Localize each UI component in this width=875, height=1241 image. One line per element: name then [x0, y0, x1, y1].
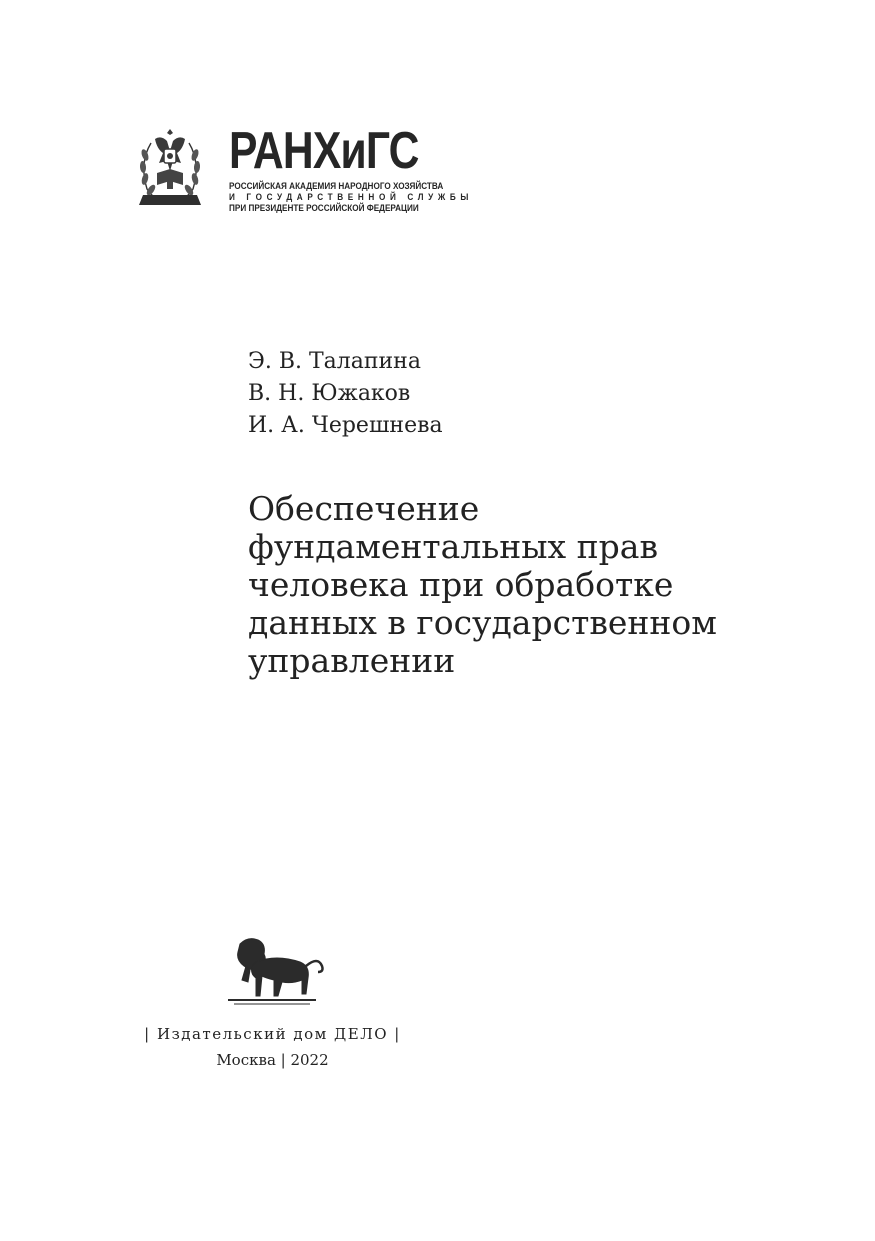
author-name: И. А. Черешнева: [248, 413, 443, 438]
title-line: данных в государственном: [248, 603, 717, 642]
title-line: фундаментальных прав: [248, 527, 659, 566]
author-name: В. Н. Южаков: [248, 381, 411, 406]
brand-subtitle-line: И ГОСУДАРСТВЕННОЙ СЛУЖБЫ: [229, 192, 474, 203]
title-line: человека при обработке: [248, 565, 674, 604]
title-line: Обеспечение: [248, 489, 480, 528]
lion-icon: [226, 936, 330, 1016]
academy-emblem-icon: [137, 123, 203, 215]
brand-subtitle: [229, 181, 473, 214]
book-title: [248, 490, 808, 680]
authors-list: [248, 346, 443, 442]
brand-name: РАНХиГС: [229, 122, 419, 180]
publication-city-year: Москва | 2022: [216, 1051, 329, 1069]
title-line: управлении: [248, 641, 456, 680]
brand-subtitle-line: РОССИЙСКАЯ АКАДЕМИЯ НАРОДНОГО ХОЗЯЙСТВА: [229, 181, 444, 192]
academy-logo: [137, 122, 474, 218]
publisher-name: | Издательский дом ДЕЛО |: [144, 1025, 401, 1043]
author-name: Э. В. Талапина: [248, 349, 421, 374]
brand-subtitle-line: ПРИ ПРЕЗИДЕНТЕ РОССИЙСКОЙ ФЕДЕРАЦИИ: [229, 203, 419, 214]
